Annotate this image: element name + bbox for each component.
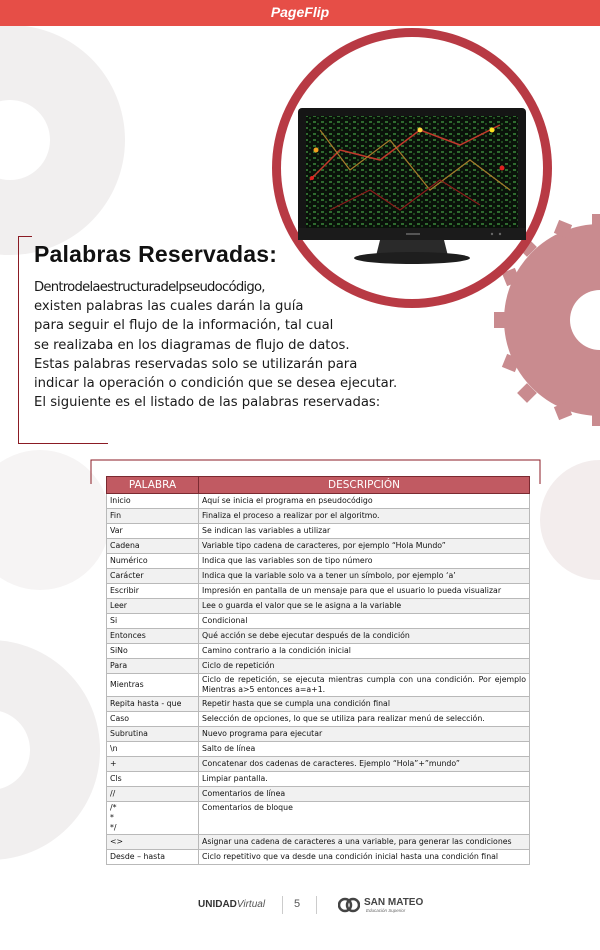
cell-descripcion: Salto de línea bbox=[199, 742, 530, 757]
text-bracket-bottom bbox=[18, 443, 108, 444]
cell-palabra: Desde – hasta bbox=[107, 850, 199, 865]
paragraph-line: Dentrodelaestructuradelpseudocódigo, bbox=[34, 280, 265, 295]
app-title: PageFlip bbox=[270, 4, 330, 20]
cell-palabra: // bbox=[107, 787, 199, 802]
table-row bbox=[107, 697, 530, 712]
table-row bbox=[107, 835, 530, 850]
cell-palabra: Carácter bbox=[107, 569, 199, 584]
table-row bbox=[107, 850, 530, 865]
table-row bbox=[107, 599, 530, 614]
cell-descripcion: Qué acción se debe ejecutar después de la condición bbox=[199, 629, 530, 644]
header-bar bbox=[0, 0, 600, 26]
table-header-row bbox=[107, 477, 530, 494]
logo-name: SAN MATEO bbox=[364, 897, 424, 908]
cell-palabra: <> bbox=[107, 835, 199, 850]
cell-descripcion: Indica que las variables son de tipo número bbox=[199, 554, 530, 569]
computer-monitor-image bbox=[272, 28, 552, 308]
paragraph-line: para seguir el flujo de la información, tal cual bbox=[34, 318, 334, 334]
cell-palabra: Escribir bbox=[107, 584, 199, 599]
cell-descripcion: Aquí se inicia el programa en pseudocódigo bbox=[199, 494, 530, 509]
table-row bbox=[107, 727, 530, 742]
san-mateo-logo-icon bbox=[338, 894, 360, 916]
cell-descripcion: Ciclo repetitivo que va desde una condición inicial hasta una condición final bbox=[199, 850, 530, 865]
cell-palabra: Repita hasta - que bbox=[107, 697, 199, 712]
page-footer bbox=[0, 896, 600, 916]
cell-descripcion: Camino contrario a la condición inicial bbox=[199, 644, 530, 659]
cell-palabra: Subrutina bbox=[107, 727, 199, 742]
unidad-virtual-brand bbox=[198, 899, 265, 910]
cell-palabra: + bbox=[107, 757, 199, 772]
paragraph-line: se realizaba en los diagramas de flujo de datos. bbox=[34, 337, 350, 353]
cell-descripcion: Finaliza el proceso a realizar por el algoritmo. bbox=[199, 509, 530, 524]
table-row bbox=[107, 614, 530, 629]
footer-divider bbox=[282, 896, 283, 914]
brand-bold: UNIDAD bbox=[198, 899, 237, 910]
cell-palabra: Fin bbox=[107, 509, 199, 524]
cell-palabra: Leer bbox=[107, 599, 199, 614]
table-row bbox=[107, 524, 530, 539]
cell-palabra: Numérico bbox=[107, 554, 199, 569]
intro-paragraph bbox=[34, 278, 398, 412]
cell-descripcion: Ciclo de repetición, se ejecuta mientras cumpla con una condición. Por ejemplo Mientras a>5 entonces a=a+1. bbox=[199, 674, 530, 697]
cell-palabra: Inicio bbox=[107, 494, 199, 509]
cell-palabra: Var bbox=[107, 524, 199, 539]
cell-descripcion: Comentarios de bloque bbox=[199, 802, 530, 835]
table-row bbox=[107, 644, 530, 659]
table-row bbox=[107, 772, 530, 787]
table-row bbox=[107, 712, 530, 727]
table-row bbox=[107, 569, 530, 584]
table-row bbox=[107, 757, 530, 772]
logo-subtitle: Educación Superior bbox=[366, 908, 406, 913]
paragraph-line: El siguiente es el listado de las palabras reservadas: bbox=[34, 395, 381, 411]
table-row bbox=[107, 584, 530, 599]
cell-descripcion: Se indican las variables a utilizar bbox=[199, 524, 530, 539]
cell-palabra: Entonces bbox=[107, 629, 199, 644]
reserved-words-table bbox=[106, 476, 530, 865]
table-row bbox=[107, 539, 530, 554]
cell-palabra: Si bbox=[107, 614, 199, 629]
brand-italic: Virtual bbox=[236, 899, 266, 910]
section-heading: Palabras Reservadas: bbox=[34, 241, 278, 267]
paragraph-line: indicar la operación o condición que se desea ejecutar. bbox=[34, 376, 398, 392]
paragraph-line: Estas palabras reservadas solo se utilizarán para bbox=[34, 356, 358, 372]
cell-descripcion: Indica que la variable solo va a tener un símbolo, por ejemplo ‘a’ bbox=[199, 569, 530, 584]
cell-palabra: Para bbox=[107, 659, 199, 674]
column-header-descripcion: DESCRIPCIÓN bbox=[199, 477, 530, 494]
cell-palabra: Cadena bbox=[107, 539, 199, 554]
paragraph-line: existen palabras las cuales darán la guía bbox=[34, 299, 304, 315]
cell-descripcion: Concatenar dos cadenas de caracteres. Ejemplo “Hola”+”mundo” bbox=[199, 757, 530, 772]
text-bracket-top bbox=[18, 236, 32, 237]
table-body bbox=[107, 494, 530, 865]
cell-palabra: SiNo bbox=[107, 644, 199, 659]
column-header-palabra: PALABRA bbox=[107, 477, 199, 494]
cell-palabra: Caso bbox=[107, 712, 199, 727]
cell-descripcion: Asignar una cadena de caracteres a una variable, para generar las condiciones bbox=[199, 835, 530, 850]
table-row bbox=[107, 742, 530, 757]
cell-palabra: Mientras bbox=[107, 674, 199, 697]
cell-palabra: Cls bbox=[107, 772, 199, 787]
cell-descripcion: Impresión en pantalla de un mensaje para que el usuario lo pueda visualizar bbox=[199, 584, 530, 599]
table-row bbox=[107, 802, 530, 835]
text-bracket-left bbox=[18, 236, 19, 444]
cell-palabra: \n bbox=[107, 742, 199, 757]
cell-descripcion: Comentarios de línea bbox=[199, 787, 530, 802]
table-row bbox=[107, 494, 530, 509]
cell-descripcion: Condicional bbox=[199, 614, 530, 629]
table-row bbox=[107, 787, 530, 802]
table-row bbox=[107, 674, 530, 697]
table-row bbox=[107, 629, 530, 644]
page-number: 5 bbox=[294, 898, 301, 910]
cell-descripcion: Variable tipo cadena de caracteres, por ejemplo “Hola Mundo” bbox=[199, 539, 530, 554]
cell-descripcion: Limpiar pantalla. bbox=[199, 772, 530, 787]
cell-descripcion: Nuevo programa para ejecutar bbox=[199, 727, 530, 742]
cell-descripcion: Selección de opciones, lo que se utiliza para realizar menú de selección. bbox=[199, 712, 530, 727]
footer-divider bbox=[316, 896, 317, 914]
table-row bbox=[107, 659, 530, 674]
cell-descripcion: Lee o guarda el valor que se le asigna a la variable bbox=[199, 599, 530, 614]
cell-descripcion: Ciclo de repetición bbox=[199, 659, 530, 674]
cell-descripcion: Repetir hasta que se cumpla una condición final bbox=[199, 697, 530, 712]
table-row bbox=[107, 509, 530, 524]
cell-palabra: /* * */ bbox=[107, 802, 199, 835]
table-row bbox=[107, 554, 530, 569]
